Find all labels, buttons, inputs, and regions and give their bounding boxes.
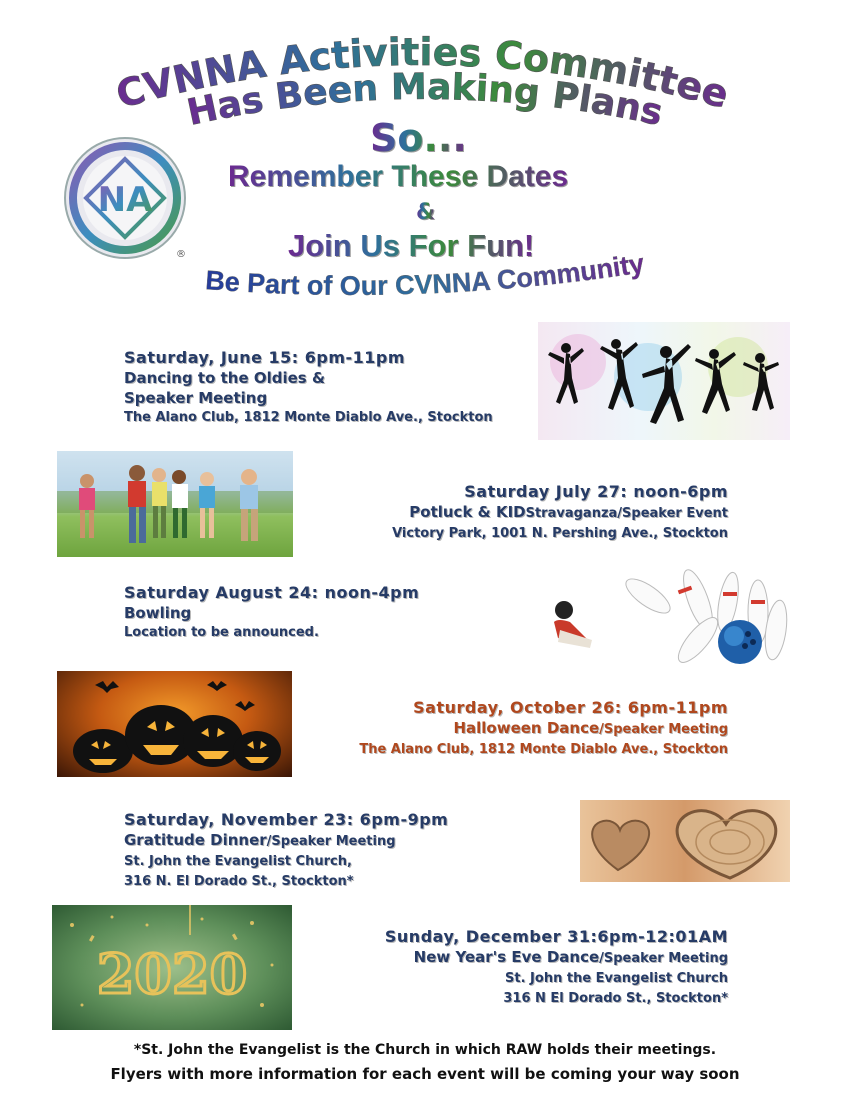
na-logo [60,133,190,263]
event-date: Saturday August 24: noon-4pm [124,583,420,602]
registered-mark: ® [176,249,186,260]
event-location: 316 N. El Dorado St., Stockton* [124,874,354,889]
bowling-image [548,560,798,678]
event-location: 316 N El Dorado St., Stockton* [503,991,728,1006]
header-line6: Join Us For Fun! [288,228,535,263]
header-line5: & [416,200,436,225]
year-text: 2020 [96,942,248,1006]
header-line4: Remember These Dates [228,160,569,193]
svg-text:Be Part of Our CVNNA Community: Be Part of Our CVNNA Community [204,252,647,301]
event-location: Location to be announced. [124,625,319,640]
event-title: Potluck & KID [409,503,526,521]
halloween-pumpkins-image [57,671,292,777]
event-title-rest: /Speaker Meeting [599,951,728,966]
event-date: Saturday, November 23: 6pm-9pm [124,810,449,829]
event-title: Bowling [124,604,192,622]
event-location: Victory Park, 1001 N. Pershing Ave., Stockton [392,526,728,541]
wooden-hearts-image [580,800,790,882]
event-title: Speaker Meeting [124,389,268,407]
event-june [124,348,493,428]
event-october [300,698,728,760]
na-logo-icon [60,133,190,263]
kids-running-image [57,451,293,557]
event-title: Dancing to the Oldies & [124,369,326,387]
event-date: Saturday July 27: noon-6pm [464,482,728,501]
header-line2: Has Been Making Plans [183,66,667,135]
header-line1: CVNNA Activities Committee [111,29,734,117]
event-date: Saturday, June 15: 6pm-11pm [124,348,406,367]
event-location: St. John the Evangelist Church, [124,854,352,869]
footer-closing: Flyers with more information for each event will be coming your way soon [110,1065,740,1083]
event-location: The Alano Club, 1812 Monte Diablo Ave., Stockton [124,410,493,425]
event-title: Gratitude Dinner [124,831,267,849]
header-line3: So... [370,116,467,160]
event-november [124,810,448,892]
event-location: St. John the Evangelist Church [505,971,728,986]
header-line7 [185,252,665,312]
event-december [300,927,728,1009]
event-title-rest: Stravaganza/Speaker Event [525,506,728,521]
event-title: Halloween Dance [453,719,600,737]
event-date: Saturday, October 26: 6pm-11pm [413,698,728,717]
dancers-image [538,322,790,440]
event-title-rest: /Speaker Meeting [266,834,396,849]
event-date: Sunday, December 31:6pm-12:01AM [384,927,728,946]
event-title-rest: /Speaker Meeting [599,722,728,737]
event-location: The Alano Club, 1812 Monte Diablo Ave., Stockton [359,742,728,757]
event-july [300,482,728,544]
event-title: New Year's Eve Dance [413,948,600,966]
new-year-2020-image [52,905,292,1030]
footer-note: *St. John the Evangelist is the Church in which RAW holds their meetings. [133,1042,717,1058]
logo-text: NA [97,180,153,220]
event-august [124,583,419,643]
